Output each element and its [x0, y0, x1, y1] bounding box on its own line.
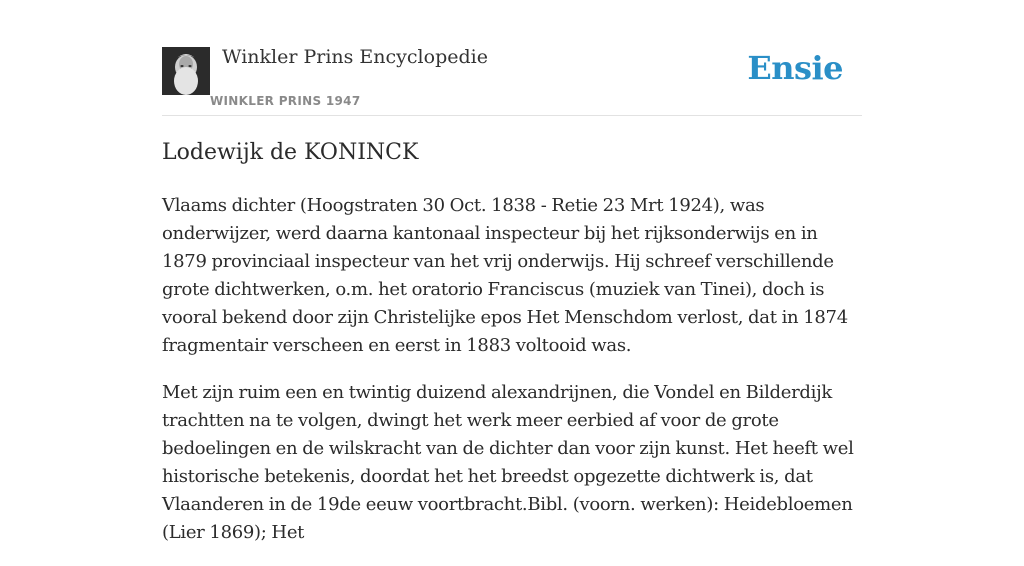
article-paragraph: Vlaams dichter (Hoogstraten 30 Oct. 1838 - Retie 23 Mrt 1924), was onderwijzer, werd daarna kantonaal inspecteur bij het rijksonderwijs en in 1879 provinciaal inspecteur van het vrij onderwijs. Hij schreef verschillende grote dichtwerken, o.m. het oratorio Franciscus (muziek van Tinei), doch is vooral bekend door zijn Christelijke epos Het Menschdom verlost, dat in 1874 fragmentair verscheen en eerst in 1883 voltooid was.	[162, 195, 848, 356]
author-avatar[interactable]	[162, 47, 210, 95]
article-title: Lodewijk de KONINCK	[162, 140, 419, 165]
article-body	[162, 192, 862, 566]
header	[162, 0, 862, 116]
article-paragraph: Met zijn ruim een en twintig duizend alexandrijnen, die Vondel en Bilderdijk trachtten na te volgen, dwingt het werk meer eerbied af voor de grote bedoelingen en de wilskracht van de dichter dan voor zijn kunst. Het heeft wel historische betekenis, doordat het het breedst opgezette dichtwerk is, dat Vlaanderen in de 19de eeuw voortbracht.Bibl. (voorn. werken): Heidebloemen (Lier 1869); Het	[162, 382, 854, 543]
content-container	[162, 0, 862, 543]
source-name[interactable]: Winkler Prins Encyclopedie	[222, 46, 488, 68]
source-edition[interactable]: WINKLER PRINS 1947	[210, 94, 361, 108]
ensie-logo[interactable]: Ensie	[747, 49, 843, 87]
portrait-image	[162, 47, 210, 95]
